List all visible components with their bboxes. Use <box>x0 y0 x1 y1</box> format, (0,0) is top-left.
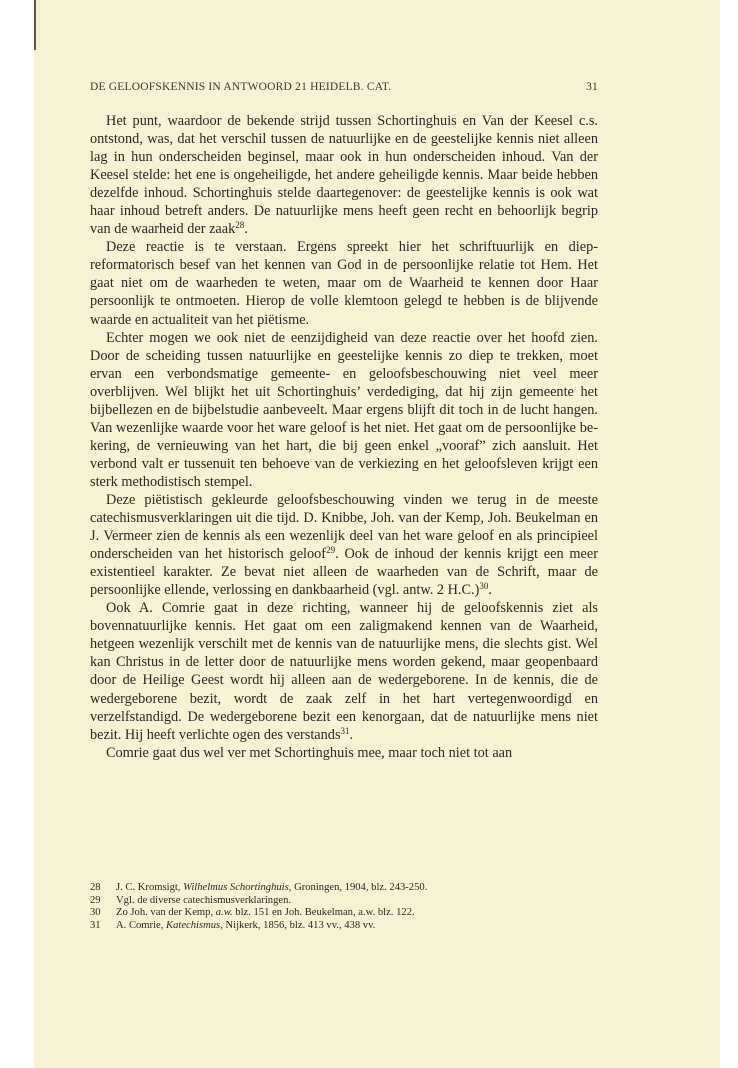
footnote-ref: 31 <box>340 725 350 736</box>
paragraph-text: Het punt, waardoor de bekende strijd tussen Schortinghuis en Van der Keesel c.s. ontstond, was, dat het verschil tussen de natuurlijke en de geestelijke kennis niet alleen lag in hun onderscheiden beginsel, maar ook in hun onderscheiden inhoud. Van der Keesel stelde: het ene is ongeheiligde, het andere geheiligde kennis. Maar beide hebben dezelfde inhoud. Schortinghuis stelde daartegenover: de geestelijke kennis is ook wat haar inhoud betreft anders. De natuurlijke mens heeft geen recht en behoorlijk begrip van de waarheid der zaak <box>90 113 598 238</box>
running-title: DE GELOOFSKENNIS IN ANTWOORD 21 HEIDELB. CAT. <box>90 81 392 93</box>
paragraph <box>90 744 598 762</box>
footnote-ref: 29 <box>326 545 336 556</box>
paragraph-text: Deze reactie is te verstaan. Ergens spreekt hier het schriftuurlijk en diepreformatorisch besef van het kennen van God in de persoonlijke relatie tot Hem. Het gaat niet om de waarheden te weten, maar om de Waarheid te kennen door Haar persoonlijk te ontmoeten. Hierop de volle klemtoon gelegd te hebben is de blijvende waarde en actualiteit van het piëtisme. <box>90 239 598 328</box>
paragraph-tail: . <box>488 582 492 599</box>
footnote-number: 30 <box>90 907 101 919</box>
paragraph-text: Echter mogen we ook niet de eenzijdigheid van deze reactie over het hoofd zien. Door de scheiding tussen natuurlijke en geestelijke kennis zo diep te trekken, moet ervan een verbondsmatige gemeente- en geloofsbeschouwing niet veel meer overblijven. Wel blijkt het uit Schortinghuis’ verdediging, dat hij zijn gemeente het bijbellezen en de bijbelstudie aanbeveelt. Maar ergens blijft dit toch in de lucht hangen. Van wezenlijke waarde voor het ware geloof is het niet. Het gaat om de persoonlijke bekering, de vernieuwing van het hart, die bij geen enkel „vooraf” zich aansluit. Het verbond valt er tussenuit ten behoeve van de verkiezing en het geloofsleven krijgt een sterk methodistisch stempel. <box>90 329 598 490</box>
paragraph-tail: . Ook de inhoud der kennis krijgt een meer existentieel karakter. Ze bevat niet alleen de waarheden van de Schrift, maar de persoonlijke ellende, verlossing en dankbaarheid (vgl. antw. 2 H.C.) <box>90 546 598 599</box>
footnote-ref: 28 <box>235 220 245 231</box>
footnote-number: 29 <box>90 894 101 906</box>
paragraph <box>90 112 598 238</box>
footnote-text: Zo Joh. van der Kemp, a.w. blz. 151 en Joh. Beukelman, a.w. blz. 122. <box>116 907 415 919</box>
paragraph-tail: . <box>244 221 248 238</box>
footnote-text: J. C. Kromsigt, Wilhelmus Schortinghuis, Groningen, 1904, blz. 243-250. <box>116 882 428 893</box>
footnote-text: Vgl. de diverse catechismusverklaringen. <box>116 894 292 906</box>
footnote-number: 31 <box>90 919 101 931</box>
paragraph-text: Deze piëtistisch gekleurde geloofsbeschouwing vinden we terug in de meeste catechismusverklaringen uit die tijd. D. Knibbe, Joh. van der Kemp, Joh. Beukelman en J. Vermeer zien de kennis als een wezenlijk deel van het ware geloof en als principieel onderscheiden van het historisch geloof <box>90 491 598 563</box>
body-text <box>90 112 598 762</box>
footnote <box>90 895 598 908</box>
paragraph-text: Comrie gaat dus wel ver met Schortinghuis mee, maar toch niet tot aan <box>106 744 513 761</box>
paragraph <box>90 238 598 328</box>
paragraph-tail: . <box>349 726 354 743</box>
page-number: 31 <box>586 81 598 93</box>
paragraph-text: Ook A. Comrie gaat in deze richting, wanneer hij de geloofskennis ziet als bovennatuurlijke kennis. Het gaat om een zaligmakend kennen van de Waarheid, hetgeen wezenlijk verschilt met de kennis van de natuurlijke mens, die slechts gist. Wel kan Christus in de letter door de natuurlijke mens worden gekend, maar geopenbaard door de Heilige Geest wordt hij alleen aan de wedergeborene. In de kennis, die de wedergeborene bezit, wordt de zaak zelf in het hart vertegenwoordigd en verzelfstandigd. De wedergeborene bezit een kenorgaan, dat de natuurlijke mens niet bezit. Hij heeft verlichte ogen des verstands <box>90 600 598 743</box>
paragraph <box>90 329 598 491</box>
paragraph <box>90 599 598 743</box>
footnote <box>90 920 598 933</box>
page-edge-line <box>34 0 36 50</box>
footnote <box>90 882 598 895</box>
footnote-number: 28 <box>90 882 101 893</box>
footnotes <box>90 882 598 932</box>
paragraph <box>90 491 598 599</box>
footnote-ref: 30 <box>479 581 489 592</box>
footnote <box>90 907 598 920</box>
footnote-text: A. Comrie, Katechismus, Nijkerk, 1856, blz. 413 vv., 438 vv. <box>116 919 376 931</box>
